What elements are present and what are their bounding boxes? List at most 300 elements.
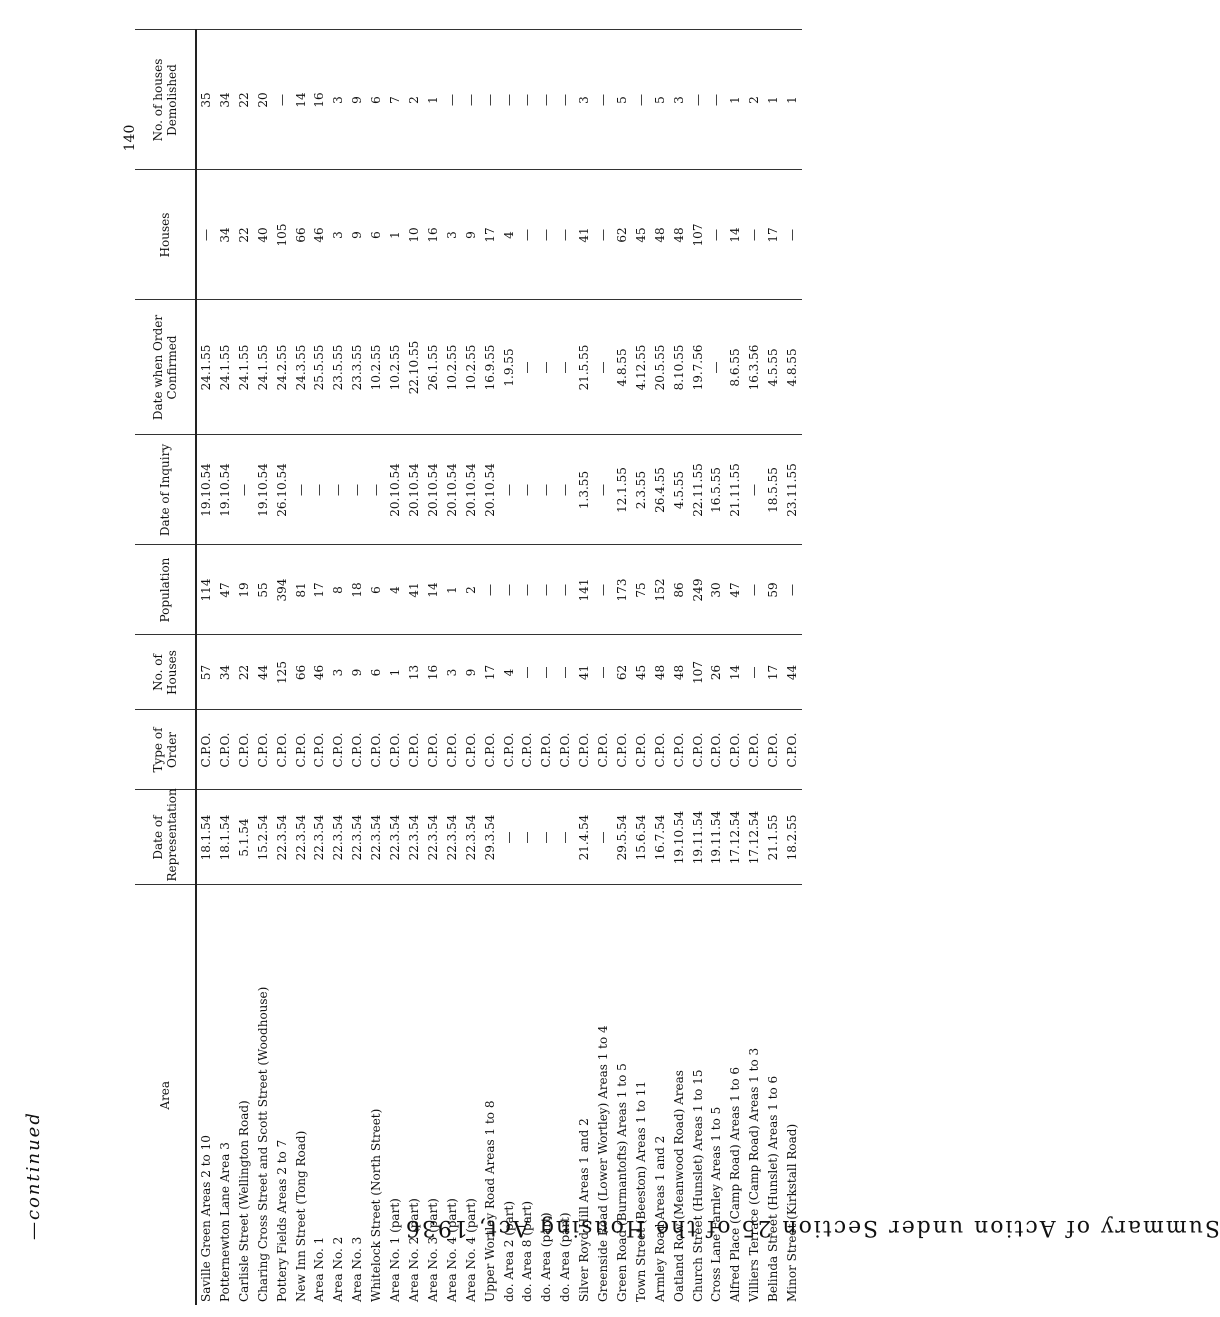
table-row [651,30,670,1305]
cell-date-repr: 15.6.54 [632,790,651,885]
cell-demolished: 5 [651,30,670,170]
header-date-confirmed: Date when Order Confirmed [135,300,196,435]
cell-demolished: 35 [196,30,216,170]
cell-inquiry: 20.10.54 [462,435,481,545]
cell-confirmed: — [707,300,726,435]
cell-demolished: 1 [764,30,783,170]
cell-demolished: 2 [405,30,424,170]
cell-date-repr: — [518,790,537,885]
table-row [235,30,254,1305]
cell-houses: 17 [764,635,783,710]
cell-date-repr: 22.3.54 [443,790,462,885]
cell-population: 114 [196,545,216,635]
cell-inquiry: — [537,435,556,545]
cell-confirmed: 10.2.55 [367,300,386,435]
table-row [518,30,537,1305]
cell-population: — [745,545,764,635]
cell-population: 18 [348,545,367,635]
cell-houses: 1 [386,635,405,710]
header-type-order: Type of Order [135,710,196,790]
cell-population: — [556,545,575,635]
cell-h: 62 [613,170,632,300]
cell-type: C.P.O. [310,710,329,790]
cell-inquiry: 22.11.55 [689,435,708,545]
table-row [386,30,405,1305]
cell-h: 6 [367,170,386,300]
cell-houses: — [556,635,575,710]
cell-confirmed: 22.10.55 [405,300,424,435]
cell-type: C.P.O. [745,710,764,790]
cell-population: — [481,545,500,635]
cell-population: 4 [386,545,405,635]
cell-inquiry: 26.4.55 [651,435,670,545]
cell-population: 394 [273,545,292,635]
cell-confirmed: 10.2.55 [443,300,462,435]
cell-confirmed: 24.2.55 [273,300,292,435]
cell-date-repr: 22.3.54 [348,790,367,885]
cell-population: 141 [575,545,594,635]
cell-demolished: 1 [424,30,443,170]
cell-demolished: — [462,30,481,170]
cell-houses: 14 [726,635,745,710]
cell-type: C.P.O. [254,710,273,790]
cell-confirmed: 19.7.56 [689,300,708,435]
cell-houses: — [745,635,764,710]
cell-type: C.P.O. [518,710,537,790]
cell-date-repr: 22.3.54 [462,790,481,885]
cell-type: C.P.O. [764,710,783,790]
cell-confirmed: 4.5.55 [764,300,783,435]
table-row [689,30,708,1305]
cell-population: 59 [764,545,783,635]
table-row [632,30,651,1305]
cell-population: 47 [726,545,745,635]
cell-population: 8 [329,545,348,635]
cell-date-repr: 19.11.54 [689,790,708,885]
cell-houses: — [537,635,556,710]
cell-inquiry: 20.10.54 [405,435,424,545]
cell-h: 17 [481,170,500,300]
cell-date-repr: — [500,790,519,885]
table-row [575,30,594,1305]
cell-area: Silver Royd Hill Areas 1 and 2 [575,885,594,1305]
cell-population: 55 [254,545,273,635]
cell-area: do. Area 8 (part) [518,885,537,1305]
cell-h: 48 [651,170,670,300]
cell-area: Green Road (Burmantofts) Areas 1 to 5 [613,885,632,1305]
cell-type: C.P.O. [386,710,405,790]
cell-date-repr: 19.11.54 [707,790,726,885]
cell-confirmed: 16.3.56 [745,300,764,435]
cell-population: 2 [462,545,481,635]
cell-inquiry: 2.3.55 [632,435,651,545]
cell-confirmed: 24.3.55 [292,300,311,435]
cell-h: 34 [216,170,235,300]
cell-area: Area No. 1 [310,885,329,1305]
cell-population: — [518,545,537,635]
cell-population: 17 [310,545,329,635]
cell-confirmed: — [594,300,613,435]
cell-demolished: 3 [670,30,689,170]
cell-demolished: 16 [310,30,329,170]
cell-type: C.P.O. [594,710,613,790]
cell-area: Upper Wortley Road Areas 1 to 8 [481,885,500,1305]
cell-h: — [745,170,764,300]
table-row [594,30,613,1305]
cell-demolished: — [537,30,556,170]
cell-confirmed: 24.1.55 [235,300,254,435]
cell-inquiry: — [556,435,575,545]
cell-confirmed: 16.9.55 [481,300,500,435]
cell-date-repr: — [594,790,613,885]
cell-houses: 46 [310,635,329,710]
housing-action-table [135,30,802,1306]
cell-h: 41 [575,170,594,300]
cell-date-repr: 22.3.54 [367,790,386,885]
cell-date-repr: 22.3.54 [424,790,443,885]
cell-type: C.P.O. [367,710,386,790]
header-demolished: No. of houses Demolished [135,30,196,170]
cell-area: Carlisle Street (Wellington Road) [235,885,254,1305]
cell-h: 45 [632,170,651,300]
cell-demolished: 3 [575,30,594,170]
cell-population: 14 [424,545,443,635]
table-row [613,30,632,1305]
cell-area: Area No. 4 (part) [443,885,462,1305]
cell-type: C.P.O. [329,710,348,790]
cell-population: 47 [216,545,235,635]
cell-inquiry: 20.10.54 [481,435,500,545]
cell-area: Area No. 2 [329,885,348,1305]
page-number: 140 [122,124,138,152]
cell-population: 41 [405,545,424,635]
cell-area: Area No. 3 (part) [424,885,443,1305]
cell-date-repr: 22.3.54 [310,790,329,885]
cell-h: 105 [273,170,292,300]
cell-inquiry: 19.10.54 [216,435,235,545]
cell-h: 9 [462,170,481,300]
cell-houses: 125 [273,635,292,710]
cell-h: 66 [292,170,311,300]
table-row [745,30,764,1305]
cell-confirmed: 4.8.55 [783,300,802,435]
cell-date-repr: 15.2.54 [254,790,273,885]
cell-houses: 17 [481,635,500,710]
cell-area: Cross Lane Farnley Areas 1 to 5 [707,885,726,1305]
cell-houses: 44 [254,635,273,710]
cell-h: — [556,170,575,300]
cell-area: Area No. 2 (part) [405,885,424,1305]
cell-demolished: — [707,30,726,170]
table-row [556,30,575,1305]
cell-population: 19 [235,545,254,635]
cell-demolished: 34 [216,30,235,170]
cell-houses: 3 [329,635,348,710]
cell-confirmed: 4.8.55 [613,300,632,435]
cell-houses: 16 [424,635,443,710]
table-row [273,30,292,1305]
cell-date-repr: 22.3.54 [405,790,424,885]
cell-confirmed: 26.1.55 [424,300,443,435]
cell-area: Area No. 1 (part) [386,885,405,1305]
cell-type: C.P.O. [462,710,481,790]
cell-type: C.P.O. [575,710,594,790]
cell-population: 152 [651,545,670,635]
cell-type: C.P.O. [537,710,556,790]
cell-population: — [783,545,802,635]
cell-confirmed: 4.12.55 [632,300,651,435]
cell-houses: 45 [632,635,651,710]
cell-population: — [594,545,613,635]
cell-houses: 9 [348,635,367,710]
cell-type: C.P.O. [481,710,500,790]
cell-h: 17 [764,170,783,300]
cell-inquiry: 1.3.55 [575,435,594,545]
side-title-suffix: —continued [23,1111,44,1240]
cell-h: 14 [726,170,745,300]
cell-population: 173 [613,545,632,635]
cell-demolished: — [556,30,575,170]
cell-demolished: — [481,30,500,170]
table-row [764,30,783,1305]
cell-confirmed: 23.3.55 [348,300,367,435]
cell-inquiry: 20.10.54 [386,435,405,545]
cell-houses: 107 [689,635,708,710]
cell-houses: 41 [575,635,594,710]
table-row [348,30,367,1305]
cell-type: C.P.O. [707,710,726,790]
cell-area: Armley Road Areas 1 and 2 [651,885,670,1305]
cell-confirmed: 20.5.55 [651,300,670,435]
table-row [405,30,424,1305]
cell-demolished: — [632,30,651,170]
cell-confirmed: 21.5.55 [575,300,594,435]
table-row [367,30,386,1305]
table-row [196,30,216,1305]
cell-area: Villiers Terrace (Camp Road) Areas 1 to 3 [745,885,764,1305]
cell-date-repr: 17.12.54 [726,790,745,885]
cell-h: 3 [443,170,462,300]
cell-type: C.P.O. [405,710,424,790]
cell-type: C.P.O. [196,710,216,790]
cell-area: Area No. 3 [348,885,367,1305]
cell-population: 6 [367,545,386,635]
cell-h: 22 [235,170,254,300]
cell-area: Charing Cross Street and Scott Street (Woodhouse) [254,885,273,1305]
cell-h: — [783,170,802,300]
cell-type: C.P.O. [632,710,651,790]
cell-houses: 22 [235,635,254,710]
cell-inquiry: — [367,435,386,545]
cell-date-repr: 5.1.54 [235,790,254,885]
table-row [254,30,273,1305]
cell-houses: 6 [367,635,386,710]
cell-inquiry: — [500,435,519,545]
table-row [329,30,348,1305]
cell-houses: — [518,635,537,710]
cell-date-repr: 29.3.54 [481,790,500,885]
cell-h: 1 [386,170,405,300]
cell-demolished: 7 [386,30,405,170]
cell-h: 16 [424,170,443,300]
cell-population: 81 [292,545,311,635]
table-row [481,30,500,1305]
cell-type: C.P.O. [216,710,235,790]
cell-h: — [594,170,613,300]
cell-houses: 44 [783,635,802,710]
table-body [196,30,802,1305]
table-row [670,30,689,1305]
cell-inquiry: 18.5.55 [764,435,783,545]
cell-demolished: — [500,30,519,170]
cell-area: Oatland Row (Meanwood Road) Areas [670,885,689,1305]
cell-confirmed: — [518,300,537,435]
cell-inquiry: 4.5.55 [670,435,689,545]
header-date-repr: Date of Representation [135,790,196,885]
cell-type: C.P.O. [235,710,254,790]
cell-houses: 4 [500,635,519,710]
cell-houses: 57 [196,635,216,710]
cell-inquiry: — [594,435,613,545]
header-population: Population [135,545,196,635]
cell-inquiry: — [745,435,764,545]
cell-area: Belinda Street (Hunslet) Areas 1 to 6 [764,885,783,1305]
cell-h: — [518,170,537,300]
cell-area: Area No. 4 (part) [462,885,481,1305]
cell-demolished: 22 [235,30,254,170]
cell-date-repr: 18.1.54 [196,790,216,885]
cell-type: C.P.O. [613,710,632,790]
cell-inquiry: — [310,435,329,545]
cell-demolished: — [689,30,708,170]
cell-date-repr: 16.7.54 [651,790,670,885]
cell-inquiry: — [292,435,311,545]
cell-demolished: 2 [745,30,764,170]
cell-date-repr: 22.3.54 [386,790,405,885]
cell-inquiry: 19.10.54 [196,435,216,545]
cell-demolished: — [518,30,537,170]
cell-demolished: 14 [292,30,311,170]
cell-demolished: 6 [367,30,386,170]
cell-type: C.P.O. [500,710,519,790]
cell-confirmed: 25.5.55 [310,300,329,435]
cell-h: 4 [500,170,519,300]
cell-date-repr: 18.1.54 [216,790,235,885]
header-area: Area [135,885,196,1305]
rotated-table-wrapper [135,30,800,1305]
cell-confirmed: 24.1.55 [196,300,216,435]
cell-demolished: 20 [254,30,273,170]
cell-inquiry: 16.5.55 [707,435,726,545]
cell-area: do. Area 2 (part) [500,885,519,1305]
cell-h: — [537,170,556,300]
table-row [462,30,481,1305]
table-row [310,30,329,1305]
cell-houses: 48 [670,635,689,710]
cell-area: Whitelock Street (North Street) [367,885,386,1305]
table-row [726,30,745,1305]
table-row [537,30,556,1305]
cell-date-repr: 29.5.54 [613,790,632,885]
cell-type: C.P.O. [292,710,311,790]
cell-demolished: — [594,30,613,170]
cell-h: 46 [310,170,329,300]
cell-houses: 26 [707,635,726,710]
cell-confirmed: 24.1.55 [254,300,273,435]
cell-h: 40 [254,170,273,300]
cell-demolished: 3 [329,30,348,170]
cell-inquiry: — [518,435,537,545]
cell-type: C.P.O. [783,710,802,790]
table-row [707,30,726,1305]
cell-inquiry: 21.11.55 [726,435,745,545]
cell-h: 3 [329,170,348,300]
cell-population: 75 [632,545,651,635]
table-row [783,30,802,1305]
cell-population: — [537,545,556,635]
cell-h: 10 [405,170,424,300]
cell-type: C.P.O. [670,710,689,790]
cell-date-repr: 21.1.55 [764,790,783,885]
cell-area: Greenside Road (Lower Wortley) Areas 1 to 4 [594,885,613,1305]
table-row [443,30,462,1305]
cell-houses: 3 [443,635,462,710]
cell-date-repr: 22.3.54 [273,790,292,885]
cell-type: C.P.O. [651,710,670,790]
cell-area: Alfred Place (Camp Road) Areas 1 to 6 [726,885,745,1305]
header-date-inquiry: Date of Inquiry [135,435,196,545]
cell-area: Town Street (Beeston) Areas 1 to 11 [632,885,651,1305]
cell-demolished: 1 [783,30,802,170]
cell-demolished: 9 [348,30,367,170]
cell-confirmed: 10.2.55 [462,300,481,435]
cell-inquiry: 19.10.54 [254,435,273,545]
cell-h: 107 [689,170,708,300]
table-row [500,30,519,1305]
cell-confirmed: — [537,300,556,435]
cell-confirmed: 24.1.55 [216,300,235,435]
table-header-row [135,30,196,1305]
cell-inquiry: 20.10.54 [424,435,443,545]
cell-h: 9 [348,170,367,300]
cell-area: do. Area (part) [537,885,556,1305]
cell-type: C.P.O. [726,710,745,790]
table-row [424,30,443,1305]
cell-confirmed: 10.2.55 [386,300,405,435]
cell-confirmed: 8.6.55 [726,300,745,435]
cell-h: — [196,170,216,300]
cell-type: C.P.O. [689,710,708,790]
cell-date-repr: 22.3.54 [329,790,348,885]
cell-type: C.P.O. [424,710,443,790]
cell-date-repr: 17.12.54 [745,790,764,885]
cell-date-repr: 22.3.54 [292,790,311,885]
cell-inquiry: 23.11.55 [783,435,802,545]
cell-population: 30 [707,545,726,635]
cell-houses: 62 [613,635,632,710]
cell-type: C.P.O. [273,710,292,790]
cell-h: 48 [670,170,689,300]
cell-confirmed: — [556,300,575,435]
cell-date-repr: — [537,790,556,885]
cell-population: — [500,545,519,635]
cell-inquiry: — [235,435,254,545]
cell-demolished: — [273,30,292,170]
cell-area: do. Area (part) [556,885,575,1305]
cell-houses: 48 [651,635,670,710]
cell-houses: 34 [216,635,235,710]
cell-houses: — [594,635,613,710]
